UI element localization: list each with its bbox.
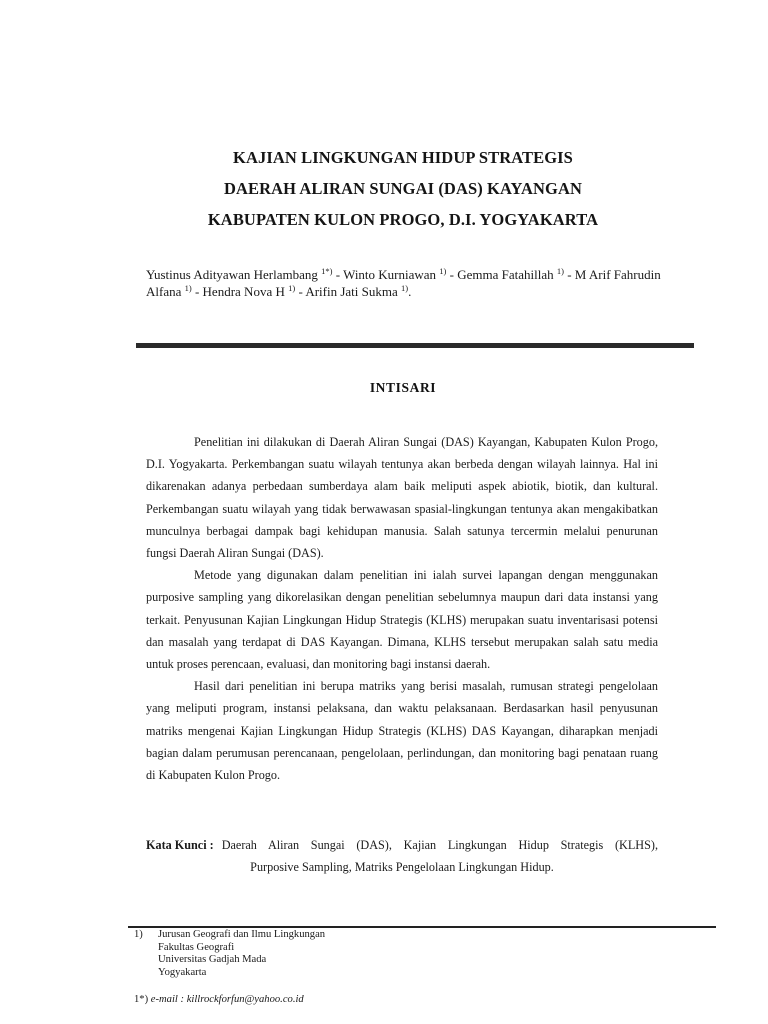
abstract-heading: INTISARI [369,380,437,395]
title-line-1: KAJIAN LINGKUNGAN HIDUP STRATEGIS [233,148,573,167]
author-name: Yustinus Adityawan Herlambang [146,267,318,282]
author-list-end: . [408,284,412,299]
affiliation-faculty: Fakultas Geografi [158,941,235,953]
keywords-line-1: Daerah Aliran Sungai (DAS), Kajian Lingkungan Hidup Strategis (KLHS), [221,838,658,852]
affiliation-superscript: 1) [401,283,409,293]
affiliation-superscript: 1) [556,266,564,276]
email-marker: 1*) [134,994,149,1005]
affiliation-department: Jurusan Geografi dan Ilmu Lingkungan [158,929,326,940]
email-address[interactable]: killrockforfun@yahoo.co.id [186,994,304,1005]
keywords-label: Kata Kunci : [146,838,214,852]
abstract-body [146,431,658,786]
affiliation-superscript: 1) [439,266,447,276]
title-line-3: KABUPATEN KULON PROGO, D.I. YOGYAKARTA [207,210,599,229]
email-label: e-mail : [150,994,185,1005]
affiliation-city: Yogyakarta [158,966,207,978]
author-separator: - Hendra Nova H [191,284,289,299]
affiliation-superscript: 1*) [321,266,333,276]
author-separator: - Gemma Fatahillah [446,267,557,282]
affiliation-superscript: 1) [288,283,296,293]
footnote-divider [128,926,716,928]
footnote-affiliation [134,929,325,979]
author-separator: - M Arif Fahrudin Alfana [146,267,661,299]
title-line-2: DAERAH ALIRAN SUNGAI (DAS) KAYANGAN [224,179,582,198]
affiliation-university: Universitas Gadjah Mada [158,954,267,966]
keywords-block [146,834,658,878]
header-divider [136,343,694,348]
footnote-marker: 1) [134,929,143,940]
footnote-email [134,994,304,1005]
keywords-line-2: Purposive Sampling, Matriks Pengelolaan Lingkungan Hidup. [250,860,554,874]
author-separator: - Arifin Jati Sukma [295,284,401,299]
author-list [146,266,676,300]
abstract-paragraph-3: Hasil dari penelitian ini berupa matriks yang berisi masalah, rumusan strategi pengelolaan yang meliputi program, instansi pelaksana, dan waktu pelaksanaan. Berdasarkan hasil penyusunan matriks mengenai Kajian Lingkungan Hidup Strategis (KLHS) DAS Kayangan, diharapkan menjadi bagian dalam perumusan perencanaan, pengelolaan, perlindungan, dan monitoring bagi penataan ruang di Kabupaten Kulon Progo. [146,679,658,783]
abstract-paragraph-1: Penelitian ini dilakukan di Daerah Aliran Sungai (DAS) Kayangan, Kabupaten Kulon Progo, D.I. Yogyakarta. Perkembangan suatu wilayah tentunya akan berbeda dengan wilayah lainnya. Hal ini dikarenakan adanya perbedaan sumberdaya alam baik meliputi aspek abiotik, biotik, dan kultural. Perkembangan suatu wilayah yang tidak berwawasan spasial-lingkungan tentunya akan mengakibatkan munculnya berbagai dampak bagi kehidupan manusia. Salah satunya tercermin melalui penurunan fungsi Daerah Aliran Sungai (DAS). [146,435,658,561]
author-separator: - Winto Kurniawan [332,267,440,282]
affiliation-superscript: 1) [184,283,192,293]
abstract-paragraph-2: Metode yang digunakan dalam penelitian ini ialah survei lapangan dengan menggunakan purposive sampling yang dikorelasikan dengan penelitian sebelumnya maupun dari data instansi yang terkait. Penyusunan Kajian Lingkungan Hidup Strategis (KLHS) merupakan suatu inventarisasi potensi dan masalah yang terdapat di DAS Kayangan. Dimana, KLHS tersebut merupakan salah satu media untuk proses perencaan, evaluasi, dan monitoring bagi instansi daerah. [146,568,658,672]
